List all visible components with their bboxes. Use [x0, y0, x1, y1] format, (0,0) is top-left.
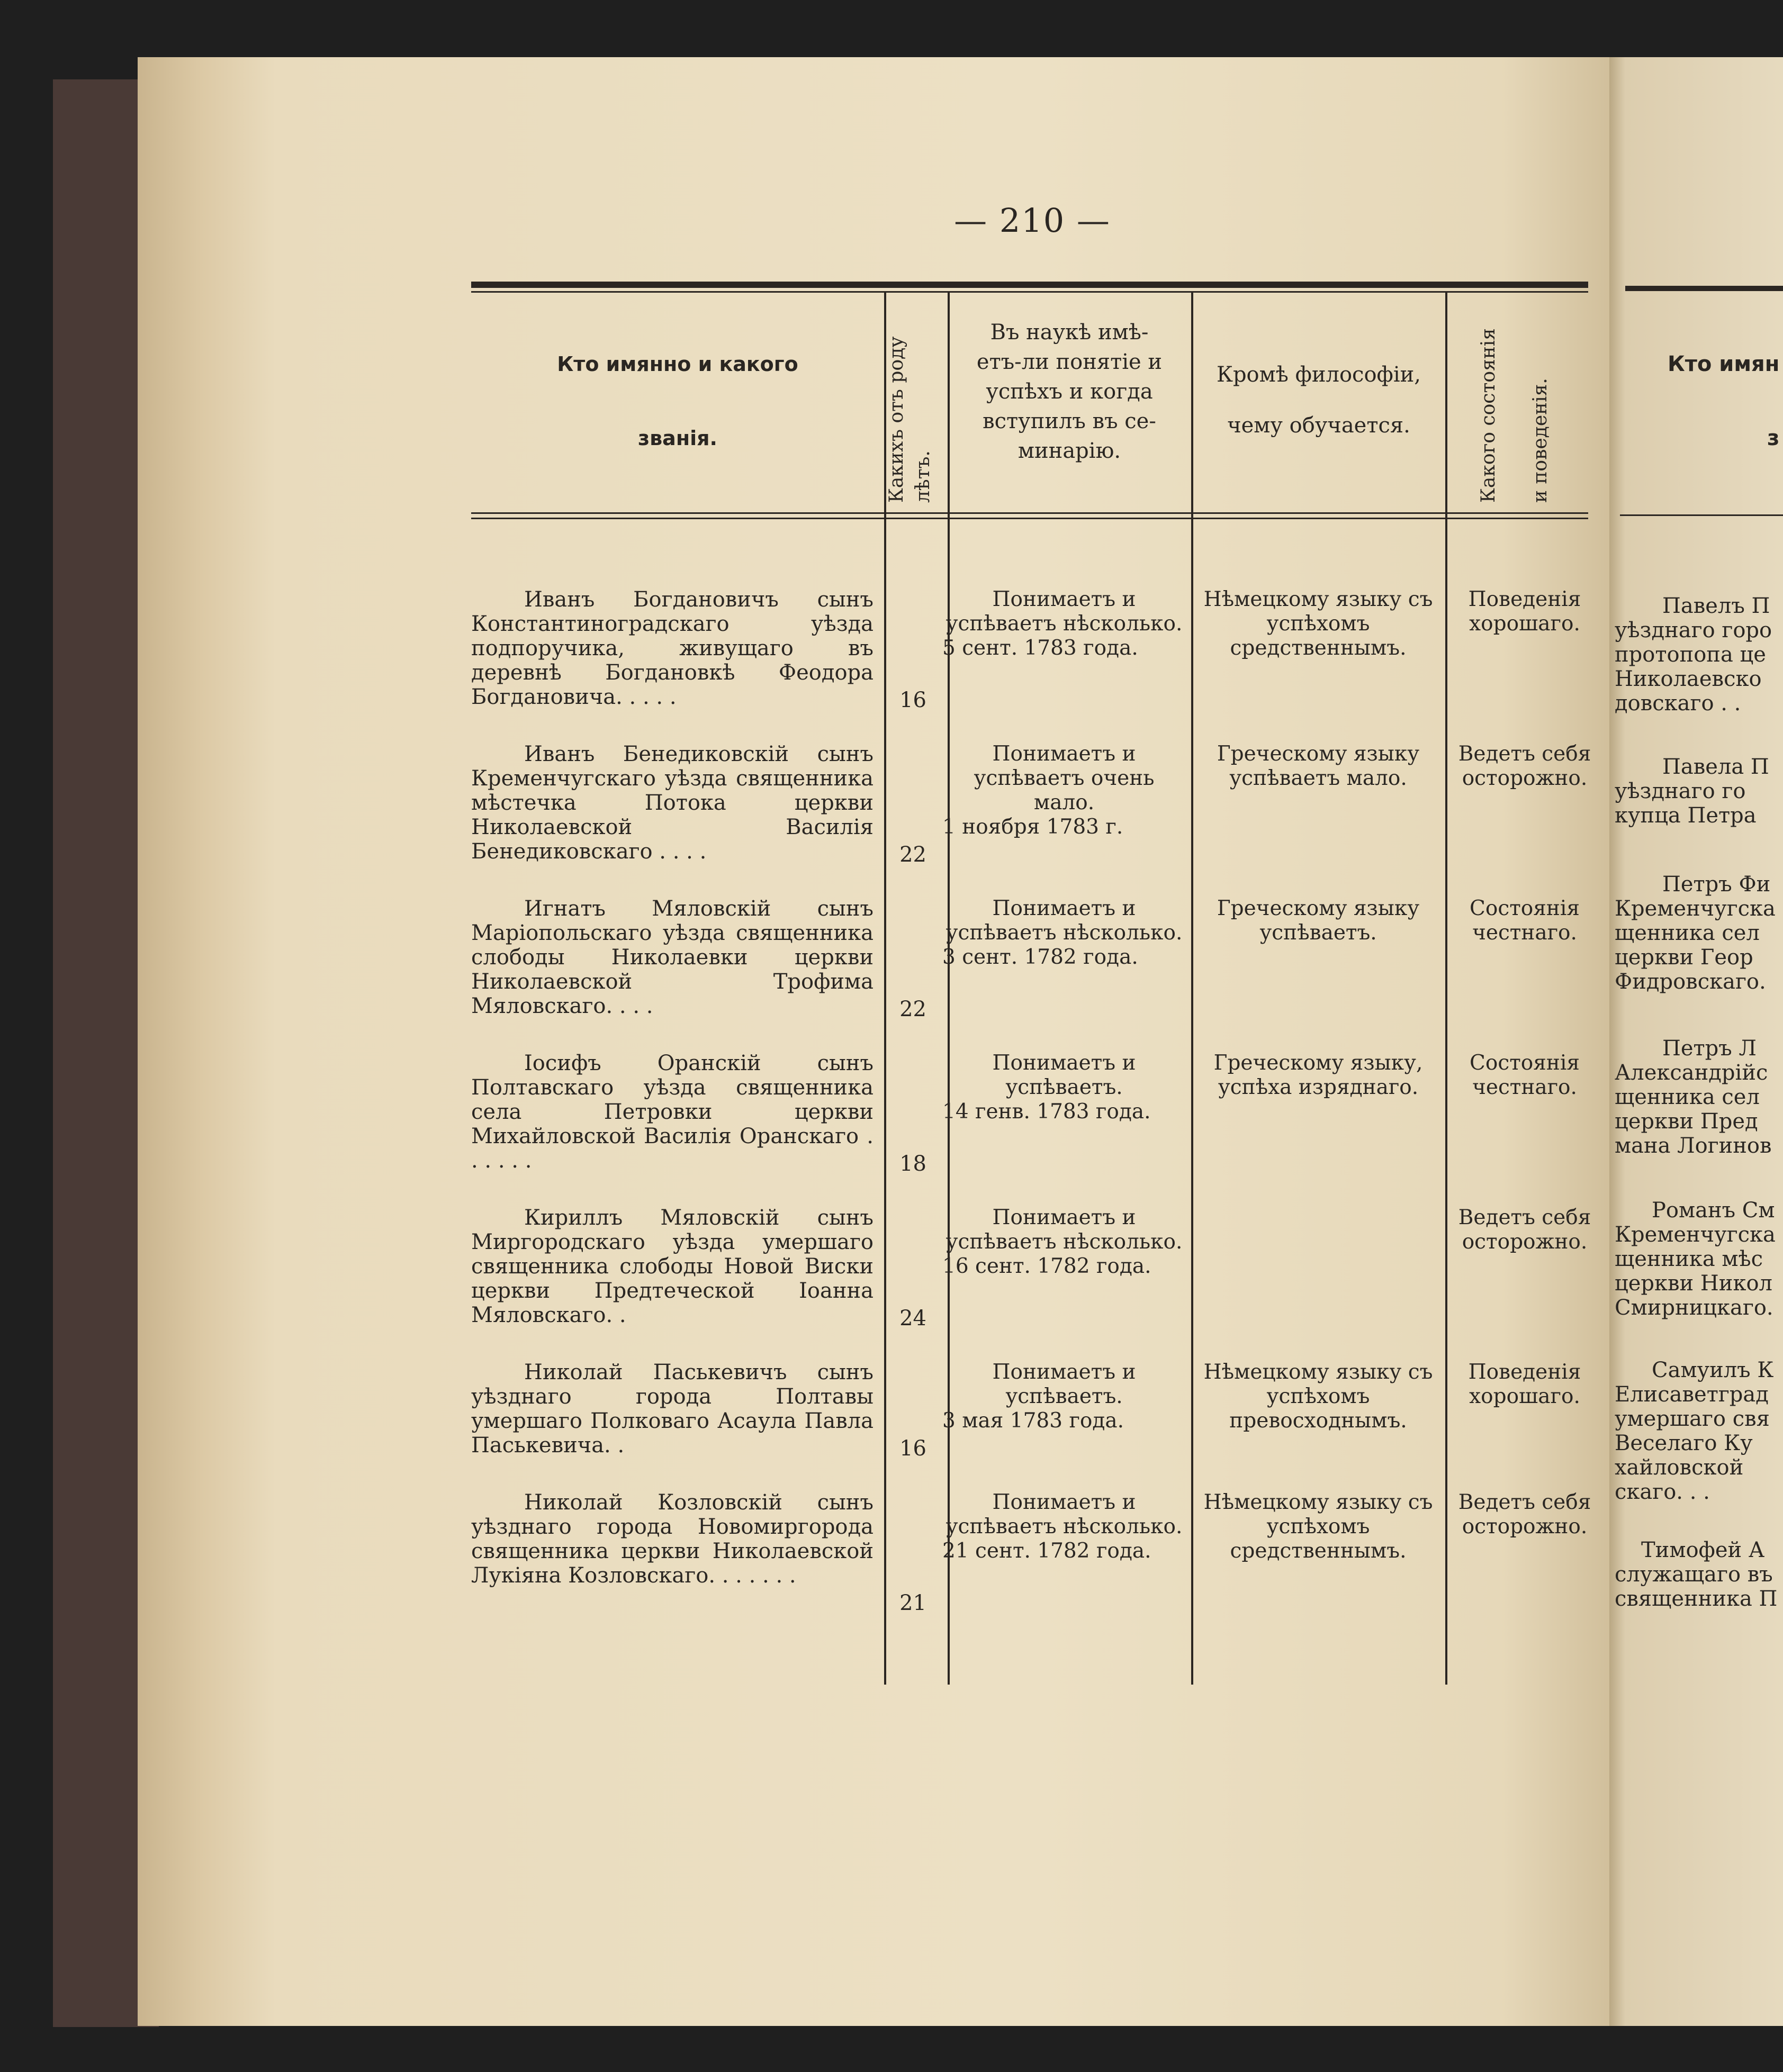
row-age: 21 [899, 1591, 926, 1615]
row-date: 1 ноября 1783 г. [942, 815, 1123, 839]
table-top-rule-thick [471, 282, 1588, 288]
row-science-text: Понимаетъ и успѣваетъ нѣсколько. [945, 897, 1183, 945]
row-subject: Нѣмецкому языку съ успѣхомъ средственнымъ. [1203, 587, 1433, 660]
right-line: церкви Пред [1615, 1109, 1758, 1134]
header-rank: званія. [638, 427, 717, 450]
row-science-text: Понимаетъ и успѣваетъ очень мало. [974, 742, 1155, 815]
row-name: Игнатъ Мяловскій сынъ Маріопольскаго уѣзда священника слободы Николаевки церкви Николаевской Трофима Мяловскаго. . . . [471, 897, 874, 1018]
row-date: 3 сент. 1782 года. [942, 945, 1138, 969]
right-line: Николаевско [1615, 667, 1762, 691]
right-line: служащаго въ [1615, 1562, 1773, 1587]
row-conduct: Состоянія честнаго. [1470, 1051, 1580, 1099]
right-line: мана Логинов [1615, 1134, 1772, 1158]
left-page [138, 57, 1620, 2026]
row-age: 18 [899, 1152, 926, 1176]
row-date: 14 генв. 1783 года. [942, 1100, 1151, 1124]
right-line: уѣзднаго горо [1615, 618, 1772, 643]
row-science [942, 897, 1186, 970]
header-science-line: Въ наукѣ имѣ- [990, 320, 1149, 345]
row-science [942, 1360, 1186, 1433]
right-header-rank: з [1767, 426, 1780, 450]
row-date: 3 мая 1783 года. [942, 1409, 1124, 1433]
row-subject: Греческому языку успѣваетъ. [1217, 897, 1420, 945]
row-conduct: Ведетъ себя осторожно. [1458, 1206, 1591, 1254]
row-science-text: Понимаетъ и успѣваетъ нѣсколько. [945, 587, 1183, 636]
column-divider-2 [948, 293, 950, 1685]
row-science [942, 587, 1186, 660]
row-subject: Греческому языку успѣваетъ мало. [1217, 742, 1420, 790]
right-line: священника П [1615, 1587, 1778, 1611]
row-subject: Нѣмецкому языку съ успѣхомъ средственнымъ. [1203, 1490, 1433, 1563]
row-conduct: Ведетъ себя осторожно. [1458, 742, 1591, 790]
row-subject: Нѣмецкому языку съ успѣхомъ превосходнымъ. [1203, 1360, 1433, 1433]
right-line: Елисаветград [1615, 1382, 1769, 1407]
right-line: щенника мѣс [1615, 1247, 1763, 1271]
row-name: Николай Козловскій сынъ уѣзднаго города Новомиргорода священника церкви Николаевской Лукіяна Козловскаго. . . . . . . [471, 1490, 874, 1588]
row-science [942, 1490, 1186, 1563]
right-line: умершаго свя [1615, 1407, 1770, 1431]
right-line: церкви Геор [1615, 945, 1753, 970]
header-science-line: етъ-ли понятіе и [976, 350, 1163, 374]
header-bottom-rule-1 [471, 512, 1588, 514]
right-line: Тимофей А [1641, 1538, 1765, 1562]
header-science-line: минарію. [1017, 439, 1121, 463]
right-line: Павела П [1662, 755, 1769, 779]
table-top-rule-thin [471, 291, 1588, 293]
row-name: Иванъ Бенедиковскій сынъ Кременчугскаго уѣзда священника мѣстечка Потока церкви Николаевской Василія Бенедиковскаго . . . . [471, 742, 874, 864]
row-science-text: Понимаетъ и успѣваетъ. [992, 1360, 1136, 1408]
right-line: щенника сел [1615, 921, 1760, 945]
right-line: протопопа це [1615, 643, 1766, 667]
page-number: — 210 — [954, 201, 1111, 240]
row-date: 21 сент. 1782 года. [942, 1539, 1151, 1563]
right-line: Кременчугска [1615, 897, 1776, 921]
right-header-rule [1620, 514, 1783, 516]
row-science [942, 1206, 1186, 1279]
header-who: Кто имянно и какого [557, 352, 798, 376]
row-science-text: Понимаетъ и успѣваетъ. [992, 1051, 1136, 1099]
row-date: 5 сент. 1783 года. [942, 636, 1138, 660]
right-line: купца Петра [1615, 803, 1757, 828]
row-age: 22 [899, 997, 926, 1021]
row-conduct: Поведенія хорошаго. [1468, 1360, 1581, 1408]
right-line: Петръ Л [1662, 1036, 1757, 1061]
header-subject-line: Кромѣ философіи, [1216, 363, 1421, 387]
right-line: Романъ См [1652, 1198, 1775, 1223]
right-line: Павелъ П [1662, 594, 1770, 618]
right-line: Петръ Фи [1662, 872, 1771, 897]
header-subject-line: чему обучается. [1227, 413, 1410, 438]
row-age: 16 [899, 1436, 926, 1461]
row-age: 22 [899, 843, 926, 867]
header-age-line2: лѣтъ. [912, 450, 934, 503]
header-science [953, 318, 1186, 466]
column-divider-3 [1191, 293, 1193, 1685]
row-name: Іосифъ Оранскій сынъ Полтавскаго уѣзда священника села Петровки церкви Михайловской Василія Оранскаго . . . . . . [471, 1051, 874, 1173]
right-header-who: Кто имян [1668, 352, 1780, 376]
right-line: Смирницкаго. [1615, 1296, 1773, 1320]
row-name: Кириллъ Мяловскій сынъ Миргородскаго уѣзда умершаго священника слободы Новой Виски церкви Предтеческой Іоанна Мяловскаго. . [471, 1206, 874, 1327]
row-conduct: Состоянія честнаго. [1470, 897, 1580, 945]
header-age-line1: Какихъ отъ роду [886, 336, 907, 503]
right-line: Самуилъ К [1652, 1358, 1774, 1382]
header-conduct-line2: и поведенія. [1529, 378, 1551, 503]
row-age: 24 [899, 1306, 926, 1331]
row-science [942, 1051, 1186, 1124]
row-science-text: Понимаетъ и успѣваетъ нѣсколько. [945, 1206, 1183, 1254]
column-divider-4 [1445, 293, 1447, 1685]
right-line: Веселаго Ку [1615, 1431, 1753, 1455]
row-name: Иванъ Богдановичъ сынъ Константиноградскаго уѣзда подпоручика, живущаго въ деревнѣ Богдановкѣ Феодора Богдановича. . . . . [471, 587, 874, 709]
right-line: хайловской [1615, 1455, 1744, 1480]
right-line: скаго. . . [1615, 1480, 1710, 1504]
right-line: Кременчугска [1615, 1223, 1776, 1247]
right-top-rule [1625, 286, 1783, 291]
right-line: Фидровскаго. [1615, 970, 1766, 994]
right-line: щенника сел [1615, 1085, 1760, 1109]
header-science-line: вступилъ въ се- [983, 409, 1156, 433]
row-name: Николай Паськевичъ сынъ уѣзднаго города Полтавы умершаго Полковаго Асаула Павла Паськевича. . [471, 1360, 874, 1458]
row-conduct: Ведетъ себя осторожно. [1458, 1490, 1591, 1539]
header-conduct-line1: Какого состоянія [1478, 328, 1499, 503]
right-line: церкви Никол [1615, 1271, 1772, 1296]
row-science [942, 742, 1186, 839]
row-date: 16 сент. 1782 года. [942, 1254, 1151, 1278]
row-science-text: Понимаетъ и успѣваетъ нѣсколько. [945, 1490, 1183, 1539]
header-science-line: успѣхъ и когда [986, 379, 1153, 404]
header-bottom-rule-2 [471, 518, 1588, 519]
row-age: 16 [899, 688, 926, 712]
right-line: довскаго . . [1615, 691, 1741, 716]
right-line: Александрійс [1615, 1061, 1768, 1085]
row-subject: Греческому языку, успѣха изряднаго. [1213, 1051, 1423, 1099]
header-subject [1194, 360, 1443, 440]
row-conduct: Поведенія хорошаго. [1468, 587, 1581, 636]
right-line: уѣзднаго го [1615, 779, 1746, 803]
